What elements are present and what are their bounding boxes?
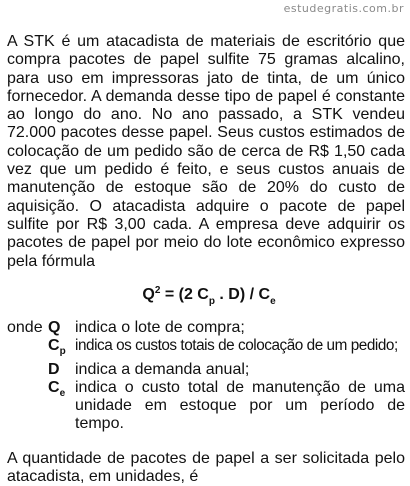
formula-part-1: = (2 C xyxy=(160,285,209,303)
eoq-formula xyxy=(7,285,405,315)
symbol-cp: $C_p$ xyxy=(48,336,66,357)
symbol-d: D xyxy=(48,360,60,378)
definition-text: indica o custo total de manutenção de uma unidade em estoque por um período de tempo. xyxy=(75,378,405,432)
site-watermark: estudegratis.com.br xyxy=(283,2,404,15)
symbol-q: Q xyxy=(48,318,61,336)
definition-text: indica a demanda anual; xyxy=(75,360,250,378)
formula-q: Q xyxy=(142,285,155,303)
definition-ce xyxy=(7,379,405,433)
formula-sub-p: p xyxy=(208,295,215,307)
definitions-list xyxy=(7,319,405,433)
formula-sub-e: e xyxy=(270,295,276,307)
definition-text: indica o lote de compra; xyxy=(75,318,245,336)
onde-label: onde xyxy=(7,318,43,336)
definition-text: indica os custos totais de colocação de um pedido; xyxy=(75,336,398,354)
symbol-ce: $C_e$ xyxy=(48,378,66,399)
definition-d xyxy=(7,361,405,379)
formula-part-2: . D) / C xyxy=(214,285,271,303)
question-prompt: A quantidade de pacotes de papel a ser solicitada pelo atacadista, em unidades, é xyxy=(7,449,405,486)
definition-q xyxy=(7,319,405,337)
definition-cp xyxy=(7,337,405,361)
question-body xyxy=(7,33,405,486)
problem-statement: A STK é um atacadista de materiais de escritório que compra pacotes de papel sulfite 75 gramas alcalino, para uso em impressoras jato de tinta, de um único fornecedor. A demanda desse tipo de papel é constante ao longo do ano. No ano passado, a STK vendeu 72.000 pacotes desse papel. Seus custos estimados de colocação de um pedido são de cerca de R$ 1,50 cada vez que um pedido é feito, e seus custos anuais de manutenção de estoque são de 20% do custo de aquisição. O atacadista adquire o pacote de papel sulfite por R$ 3,00 cada. A empresa deve adquirir os pacotes de papel por meio do lote econômico expresso pela fórmula xyxy=(7,33,405,270)
formula-exponent: 2 xyxy=(154,284,161,296)
